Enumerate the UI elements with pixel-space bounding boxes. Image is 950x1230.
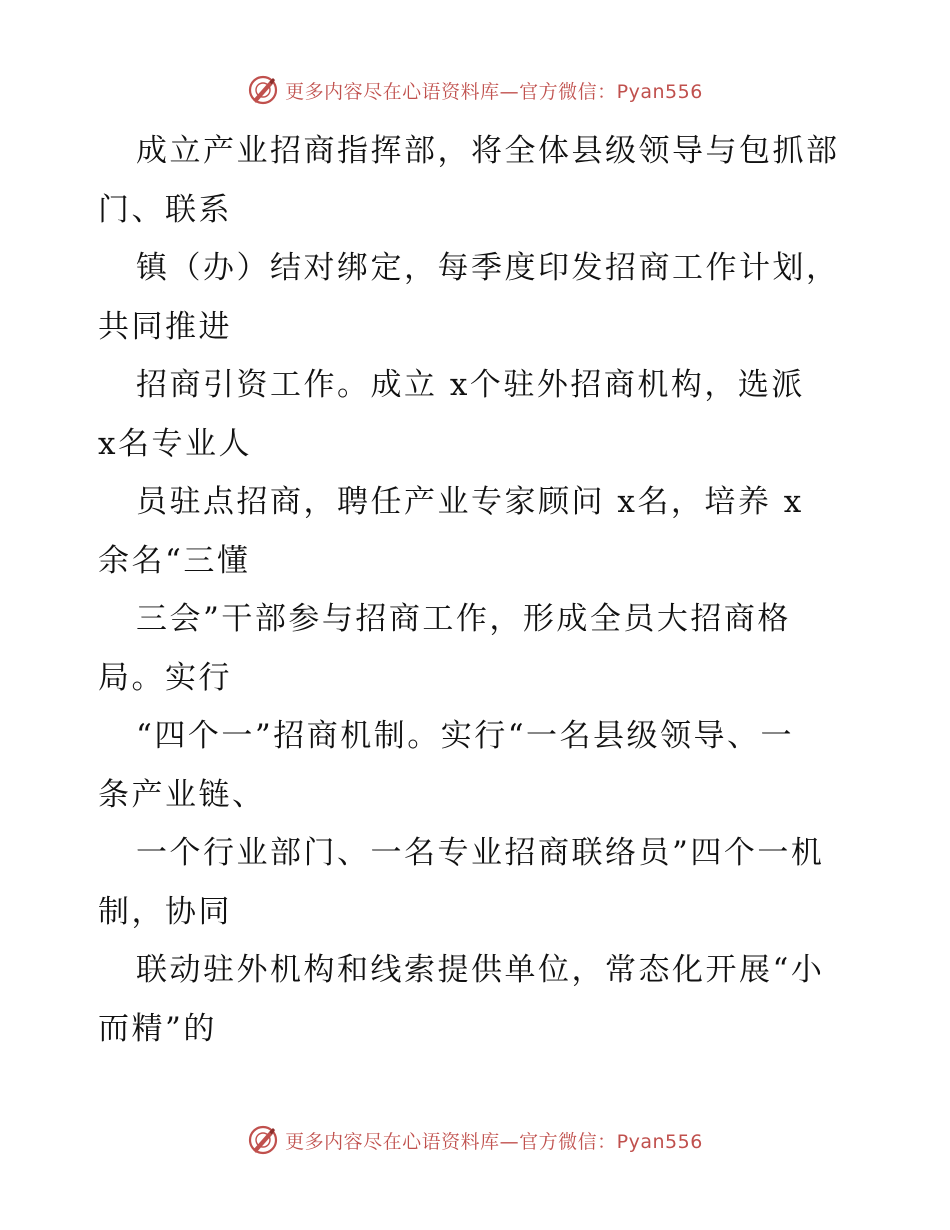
- text-line: 一个行业部门、一名专业招商联络员”四个一机: [136, 835, 825, 871]
- text-line: 局。实行: [98, 659, 232, 696]
- text-line: 成立产业招商指挥部，将全体县级领导与包抓部: [136, 133, 840, 169]
- text-line: 条产业链、: [98, 776, 266, 813]
- header-watermark: [0, 74, 950, 106]
- text-line: 员驻点招商，聘任产业专家顾问 x名，培养 x: [136, 484, 804, 520]
- text-line: 联动驻外机构和线索提供单位，常态化开展“小: [136, 952, 825, 988]
- text-line: 镇（办）结对绑定，每季度印发招商工作计划，: [136, 250, 840, 286]
- text-line: 门、联系: [98, 191, 232, 228]
- text-line: 三会”干部参与招商工作，形成全员大招商格: [136, 601, 791, 637]
- text-line: 余名“三懂: [98, 542, 251, 579]
- text-line: x名专业人: [98, 425, 252, 462]
- text-line: 共同推进: [98, 308, 232, 345]
- header-watermark-text: 更多内容尽在心语资料库—官方微信：Pyan556: [285, 80, 703, 103]
- document-body: [98, 122, 858, 1058]
- text-line: 招商引资工作。成立 x个驻外招商机构，选派: [136, 367, 805, 403]
- pen-logo-icon: [247, 1124, 279, 1156]
- pen-logo-icon: [247, 74, 279, 106]
- text-line: 而精”的: [98, 1010, 217, 1047]
- text-line: “四个一”招商机制。实行“一名县级领导、一: [136, 718, 795, 754]
- footer-watermark-text: 更多内容尽在心语资料库—官方微信：Pyan556: [285, 1130, 703, 1153]
- footer-watermark: [0, 1124, 950, 1156]
- text-line: 制，协同: [98, 893, 232, 930]
